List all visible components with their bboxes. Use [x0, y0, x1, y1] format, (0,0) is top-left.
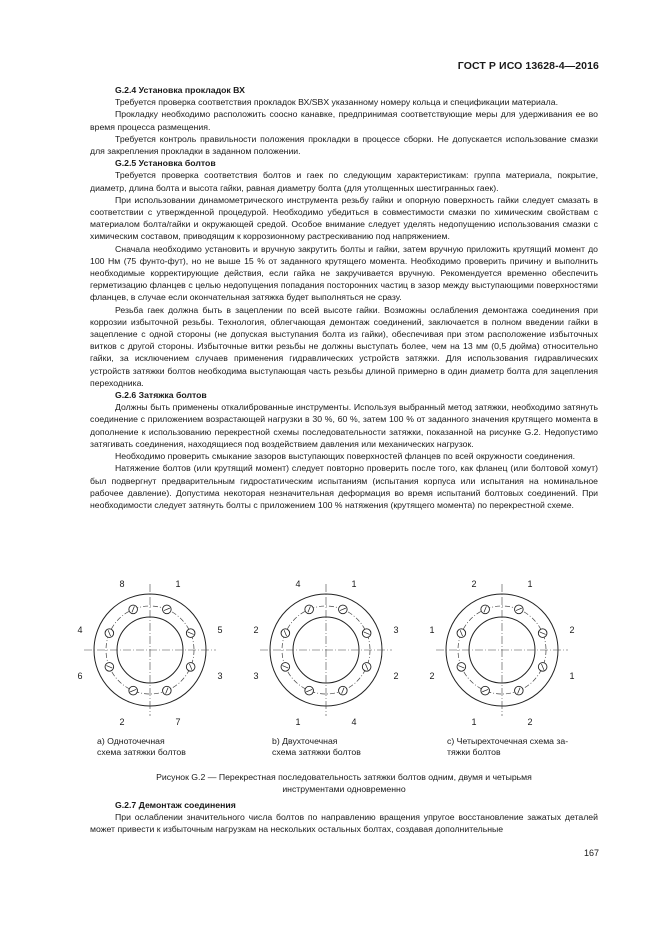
bolt-sequence-label: 2	[253, 625, 259, 635]
paragraph: Прокладку необходимо расположить соосно канавке, предпринимая соответствующие меры для удерживания ее во время процесса размещения.	[90, 109, 598, 132]
bolt-sequence-label: 4	[77, 625, 83, 635]
bolt-sequence-label: 2	[119, 717, 125, 727]
bolt-sequence-label: 1	[569, 671, 575, 681]
bolt-sequence-label: 4	[351, 717, 357, 727]
bolt-sequence-label: 2	[471, 579, 477, 589]
bolt-sequence-label: 1	[175, 579, 181, 589]
bolt-sequence-label: 8	[119, 579, 125, 589]
paragraph: Резьба гаек должна быть в зацеплении по всей высоте гайки. Возможны ослабления демонтажа соединения при коррозии избыточной резьбы. Технология, облегчающая демонтаж соединений, заключается в полном введении гайки в зацепление с одной стороны (не допуская выступания болта из гайки), обеспечивая при этом расположение избыточных витков с другой стороны. Избыточные витки резьбы не должны выступать более, чем на 13 мм (0,5 дюйма) относительно гайки, за исключением случаев применения гидравлических устройств затяжки. Для использования гидравлических устройств затяжки болтов необходима выступающая часть резьбы длиной примерно в один диаметр болта для зацепления переходника.	[90, 304, 598, 388]
bolt-sequence-label: 5	[217, 625, 223, 635]
section-title-g27: G.2.7 Демонтаж соединения	[115, 800, 236, 810]
bolt-sequence-label: 1	[527, 579, 533, 589]
figure-g2	[72, 568, 612, 768]
paragraph: Требуется проверка соответствия прокладок ВХ/SBX указанному номеру кольца и спецификации материала.	[115, 97, 558, 108]
bolt-sequence-label: 2	[527, 717, 533, 727]
subcaption-c: с) Четырехточечная схема за- тяжки болтов	[447, 736, 569, 757]
paragraph: Должны быть применены откалиброванные инструменты. Используя выбранный метод затяжки, необходимо затянуть соединение с приложением возрастающей нагрузки в 30 %, 60 %, затем 100 % от заданного значения крутящего момента в дополнение к использованию перекрестной схемы последовательности затяжки, показанной на рисунке G.2. Недопустимо затягивать соединения, находящиеся под воздействием давления или механических нагрузок.	[90, 402, 598, 449]
paragraph: Необходимо проверить смыкание зазоров выступающих поверхностей фланцев по всей окружности соединения.	[115, 451, 576, 462]
bolt-sequence-label: 3	[253, 671, 259, 681]
bolt-sequence-label: 1	[351, 579, 357, 589]
section-title-g26: G.2.6 Затяжка болтов	[115, 390, 207, 401]
paragraph: Требуется контроль правильности положения прокладки в процессе сборки. Не допускается использование смазки для закрепления прокладки в заданном положении.	[90, 133, 598, 157]
section-g27	[90, 799, 598, 836]
bolt-sequence-label: 1	[295, 717, 301, 727]
body-text	[90, 84, 598, 511]
paragraph: Сначала необходимо установить и вручную закрутить болты и гайки, затем вручную приложить крутящий момент до 100 Нм (75 фунто-фут), но не выше 15 % от заданного крутящего момента. Необходимо проверить причину и выполнить необходимые корректирующие действия, если гайка не закручивается вручную. Рекомендуется временно обеспечить герметизацию фланцев с целью недопущения попадания посторонних частиц в зазор между выступающими поверхностями фланцев, в случае если окончательная затяжка будет выполняться не сразу.	[90, 243, 598, 303]
subcaption-a: а) Одноточечная схема затяжки болтов	[97, 736, 186, 757]
bolt-sequence-label: 2	[429, 671, 435, 681]
subcaption-b: b) Двухточечная схема затяжки болтов	[272, 736, 361, 757]
section-title-g24: G.2.4 Установка прокладок ВХ	[115, 85, 245, 95]
figure-caption: Рисунок G.2 — Перекрестная последовательность затяжки болтов одним, двумя и четырьмя инструментами одновременно	[156, 772, 532, 794]
paragraph: При ослаблении значительного числа болтов по направлению вращения упругое восстановление зажатых деталей может привести к избыточным нагрузкам на нескольких остальных болтах, создавая дополнительные	[90, 812, 598, 835]
paragraph: Требуется проверка соответствия болтов и гаек по следующим характеристикам: группа материала, покрытие, диаметр, длина болта и высота гайки, равная диаметру болта (для утолщенных шестигранных гаек).	[90, 170, 598, 193]
paragraph: При использовании динамометрического инструмента резьбу гайки и опорную поверхность гайки следует смазать в соответствии с утвержденной процедурой. Необходимо убедиться в совместимости смазки по химическим свойствам с материалом болта/гайки и окружающей средой. Особое внимание следует уделять недопущению использования смазки с химическим составом, приводящим к коррозионному растрескиванию под напряжением.	[90, 194, 598, 242]
page-number: 167	[583, 848, 599, 858]
standard-header: ГОСТ Р ИСО 13628-4—2016	[457, 60, 599, 72]
section-title-g25: G.2.5 Установка болтов	[115, 158, 216, 169]
bolt-sequence-label: 2	[393, 671, 399, 681]
bolt-sequence-label: 3	[217, 671, 223, 681]
bolt-sequence-label: 1	[471, 717, 477, 727]
bolt-sequence-label: 1	[429, 625, 435, 635]
bolt-sequence-label: 2	[569, 625, 575, 635]
bolt-sequence-label: 3	[393, 625, 399, 635]
paragraph: Натяжение болтов (или крутящий момент) следует повторно проверить после того, как фланец (или болтовой хомут) был подвергнут предварительным гидростатическим испытаниям (испытания корпуса или испытания на номинальное рабочее давление). Допустима некоторая незначительная деформация во время испытаний болтовых соединений. При необходимости следует затянуть болты с приложением 100 % натяжения (крутящего момента) по перекрестной схеме.	[90, 463, 598, 510]
bolt-sequence-label: 6	[77, 671, 83, 681]
bolt-sequence-label: 7	[175, 717, 181, 727]
bolt-sequence-label: 4	[295, 579, 301, 589]
